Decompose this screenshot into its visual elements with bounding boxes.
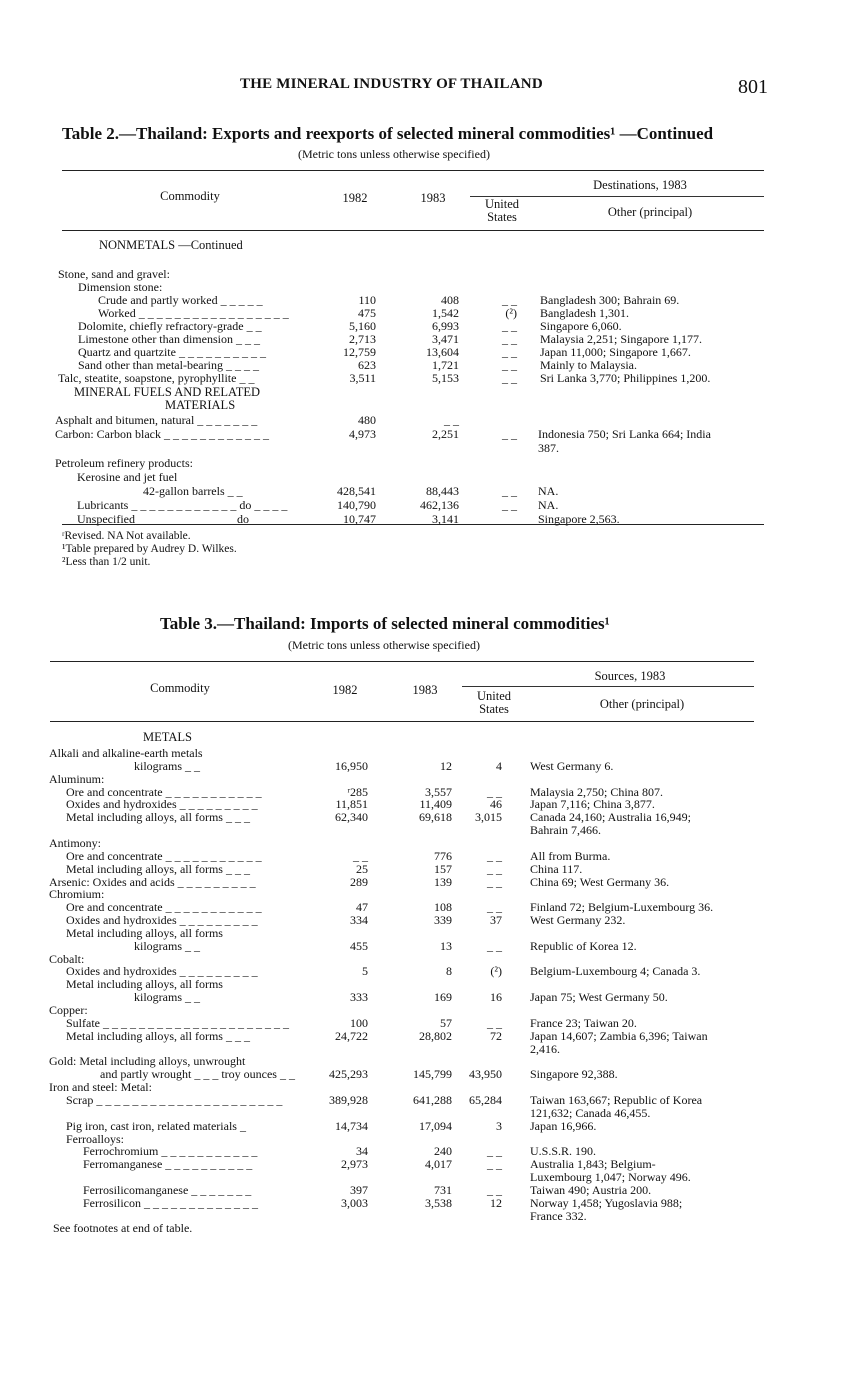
table2-header-other: Other (principal) — [607, 205, 693, 219]
row-commodity: Sulfate _ _ _ _ _ _ _ _ _ _ _ _ _ _ _ _ _ _ _ _ _ — [66, 1015, 289, 1030]
row-value-1982: 16,950 — [335, 758, 368, 773]
row-value-1983: 13 — [440, 938, 452, 953]
table-row — [0, 485, 860, 499]
row-value-1982: ʳ285 — [347, 784, 368, 799]
row-commodity: Cobalt: — [49, 951, 85, 966]
table-row — [0, 513, 860, 527]
row-commodity: 42-gallon barrels _ _ — [143, 484, 243, 498]
row-value-us: _ _ — [487, 861, 502, 876]
row-other-principal: 121,632; Canada 46,455. — [530, 1105, 651, 1120]
row-value-1982: 289 — [350, 874, 368, 889]
row-other-principal: NA. — [538, 484, 559, 498]
row-other-principal: Singapore 2,563. — [538, 512, 620, 527]
row-other-principal: Singapore 92,388. — [530, 1067, 618, 1082]
table-row — [0, 428, 860, 442]
row-commodity: Antimony: — [49, 835, 102, 850]
row-other-principal: Taiwan 163,667; Republic of Korea — [530, 1092, 703, 1107]
row-value-1982: 428,541 — [337, 484, 376, 498]
row-value-1982: 5,160 — [349, 319, 376, 333]
row-value-1983: 776 — [434, 848, 452, 863]
row-value-1982: 14,734 — [335, 1118, 368, 1133]
row-value-1983: 3,141 — [432, 512, 459, 527]
row-other-principal: West Germany 6. — [530, 758, 614, 773]
page-number: 801 — [738, 76, 768, 98]
row-other-principal: Japan 16,966. — [530, 1118, 597, 1133]
row-other-principal: Sri Lanka 3,770; Philippines 1,200. — [540, 371, 711, 385]
table3-section-metals: METALS — [143, 730, 192, 744]
row-value-1983: 145,799 — [413, 1067, 452, 1082]
row-value-1983: 1,721 — [432, 358, 459, 372]
row-other-principal: Mainly to Malaysia. — [540, 358, 637, 372]
row-value-us: _ _ — [502, 293, 517, 307]
table2-header-1982: 1982 — [342, 191, 368, 205]
row-commodity: Aluminum: — [49, 771, 105, 786]
row-value-1983: 157 — [434, 861, 452, 876]
row-value-1982: 10,747 — [343, 512, 376, 527]
row-other-principal: Belgium-Luxembourg 4; Canada 3. — [530, 964, 701, 979]
row-other-principal: Republic of Korea 12. — [530, 938, 637, 953]
row-value-1982: 24,722 — [335, 1028, 368, 1043]
row-other-principal: Taiwan 490; Austria 200. — [530, 1182, 652, 1197]
row-commodity: Oxides and hydroxides _ _ _ _ _ _ _ _ _ — [66, 797, 258, 812]
row-commodity: kilograms _ _ — [134, 938, 200, 953]
row-other-principal: Japan 75; West Germany 50. — [530, 990, 668, 1005]
row-commodity: Scrap _ _ _ _ _ _ _ _ _ _ _ _ _ _ _ _ _ _ _ _ _ — [66, 1092, 283, 1107]
row-value-1983: 139 — [434, 874, 452, 889]
row-value-1982: 2,713 — [349, 332, 376, 346]
row-commodity: Ferroalloys: — [66, 1131, 124, 1146]
row-value-1983: 3,538 — [425, 1195, 452, 1210]
row-commodity: Petroleum refinery products: — [55, 455, 193, 470]
row-value-us: _ _ — [487, 848, 502, 863]
table2-bottom-rule — [62, 524, 764, 525]
row-value-1982: 34 — [356, 1144, 368, 1159]
row-other-principal: Luxembourg 1,047; Norway 496. — [530, 1170, 691, 1185]
row-value-us: _ _ — [487, 900, 502, 915]
table2-subtitle: (Metric tons unless otherwise specified) — [298, 147, 490, 161]
row-value-1982: 334 — [350, 913, 368, 928]
table3-sources-rule — [462, 686, 754, 687]
row-value-1983: 11,409 — [419, 797, 452, 812]
table3-footnote: See footnotes at end of table. — [53, 1221, 193, 1235]
row-commodity: Stone, sand and gravel: — [58, 267, 170, 281]
row-other-principal: Finland 72; Belgium-Luxembourg 36. — [530, 900, 714, 915]
row-commodity: Metal including alloys, all forms _ _ _ — [66, 810, 250, 825]
row-other-principal: Bahrain 7,466. — [530, 823, 601, 838]
row-value-us: 46 — [490, 797, 502, 812]
table2-header-destinations: Destinations, 1983 — [593, 178, 687, 192]
row-commodity: Crude and partly worked _ _ _ _ _ — [98, 293, 263, 307]
row-commodity: Chromium: — [49, 887, 105, 902]
table2-header-rule — [62, 230, 764, 231]
row-commodity: Arsenic: Oxides and acids _ _ _ _ _ _ _ _ _ — [49, 874, 256, 889]
row-value-1982: _ _ — [353, 848, 368, 863]
row-value-us: 4 — [496, 758, 502, 773]
row-other-principal: France 23; Taiwan 20. — [530, 1015, 637, 1030]
row-value-1982: 389,928 — [329, 1092, 368, 1107]
row-other-principal: Japan 14,607; Zambia 6,396; Taiwan — [530, 1028, 708, 1043]
table2-section-fuels-line2: MATERIALS — [165, 398, 236, 412]
row-other-principal: Bangladesh 300; Bahrain 69. — [540, 293, 680, 307]
table2-footnote-revised: ʳRevised. NA Not available. — [62, 530, 191, 542]
table-row — [0, 414, 860, 428]
row-value-us: _ _ — [502, 484, 517, 498]
row-commodity: Oxides and hydroxides _ _ _ _ _ _ _ _ _ — [66, 913, 258, 928]
row-value-1982: 475 — [358, 306, 376, 320]
row-other-principal: 387. — [538, 441, 559, 456]
row-value-1982: 3,511 — [349, 371, 376, 385]
row-value-1982: 425,293 — [329, 1067, 368, 1082]
row-other-principal: Indonesia 750; Sri Lanka 664; India — [538, 427, 711, 442]
row-commodity: Ferrosilicon _ _ _ _ _ _ _ _ _ _ _ _ _ — [83, 1195, 258, 1210]
row-value-1983: 69,618 — [419, 810, 452, 825]
row-value-us: _ _ — [502, 319, 517, 333]
row-value-1982: 140,790 — [337, 498, 376, 513]
row-value-1983: 3,471 — [432, 332, 459, 346]
row-other-principal: West Germany 232. — [530, 913, 626, 928]
row-value-1983: 108 — [434, 900, 452, 915]
row-value-1983: 17,094 — [419, 1118, 452, 1133]
row-commodity: and partly wrought _ _ _ troy ounces _ _ — [100, 1067, 295, 1082]
row-value-1983: 28,802 — [419, 1028, 452, 1043]
row-value-us: _ _ — [502, 358, 517, 372]
row-commodity: Gold: Metal including alloys, unwrought — [49, 1054, 246, 1069]
row-commodity: Dolomite, chiefly refractory-grade _ _ — [78, 319, 262, 333]
row-value-1982: 47 — [356, 900, 368, 915]
row-commodity: Metal including alloys, all forms — [66, 925, 223, 940]
row-commodity: Ferromanganese _ _ _ _ _ _ _ _ _ _ — [83, 1157, 253, 1172]
row-other-principal: Japan 7,116; China 3,877. — [530, 797, 655, 812]
row-commodity: Iron and steel: Metal: — [49, 1080, 152, 1095]
row-commodity: Carbon: Carbon black _ _ _ _ _ _ _ _ _ _ _ _ — [55, 427, 269, 442]
table2-section-fuels-line1: MINERAL FUELS AND RELATED — [74, 385, 260, 399]
row-commodity: Alkali and alkaline-earth metals — [49, 746, 203, 760]
row-value-1982: 623 — [358, 358, 376, 372]
row-value-1983: 6,993 — [432, 319, 459, 333]
row-value-1983: 13,604 — [426, 345, 459, 359]
row-value-us: 12 — [490, 1195, 502, 1210]
row-value-1983: 57 — [440, 1015, 452, 1030]
row-value-1983: 12 — [440, 758, 452, 773]
row-value-1983: 5,153 — [432, 371, 459, 385]
row-value-1983: 240 — [434, 1144, 452, 1159]
row-value-us: 3 — [496, 1118, 502, 1133]
row-value-us: 16 — [490, 990, 502, 1005]
row-commodity: Asphalt and bitumen, natural _ _ _ _ _ _ _ — [55, 413, 258, 427]
row-commodity: Pig iron, cast iron, related materials _ — [66, 1118, 246, 1133]
row-value-1983: 3,557 — [425, 784, 452, 799]
row-value-1982: 12,759 — [343, 345, 376, 359]
row-other-principal: NA. — [538, 498, 559, 513]
table3-header-us: United States — [476, 689, 512, 716]
row-value-1983: 339 — [434, 913, 452, 928]
row-value-us: _ _ — [487, 1015, 502, 1030]
row-value-us: _ _ — [502, 427, 517, 442]
row-commodity: Ore and concentrate _ _ _ _ _ _ _ _ _ _ _ — [66, 848, 262, 863]
table3-title: Table 3.—Thailand: Imports of selected mineral commodities¹ — [160, 614, 610, 633]
table3-header-other: Other (principal) — [599, 697, 685, 711]
row-value-1983: 641,288 — [413, 1092, 452, 1107]
row-value-us: _ _ — [487, 874, 502, 889]
row-value-1982: 5 — [362, 964, 368, 979]
row-value-1982: 3,003 — [341, 1195, 368, 1210]
row-other-principal: All from Burma. — [530, 848, 611, 863]
row-value-1982: 110 — [358, 293, 376, 307]
table2-title: Table 2.—Thailand: Exports and reexports of selected mineral commodities¹ —Continued — [62, 124, 714, 143]
row-commodity: Ferrosilicomanganese _ _ _ _ _ _ _ — [83, 1182, 252, 1197]
row-value-us: 43,950 — [469, 1067, 502, 1082]
table3-header-commodity: Commodity — [150, 681, 210, 695]
row-commodity: kilograms _ _ — [134, 990, 200, 1005]
row-other-principal: Singapore 6,060. — [540, 319, 622, 333]
row-commodity: Lubricants _ _ _ _ _ _ _ _ _ _ _ _ do _ _ _ _ — [77, 498, 288, 513]
row-value-us: _ _ — [487, 938, 502, 953]
row-commodity: Kerosine and jet fuel — [77, 469, 178, 484]
table3-header-sources: Sources, 1983 — [594, 669, 666, 683]
table2-header-1983: 1983 — [420, 191, 446, 205]
row-value-us: _ _ — [502, 332, 517, 346]
row-value-us: _ _ — [502, 512, 517, 527]
table-row — [0, 372, 860, 386]
row-value-1983: 462,136 — [420, 498, 459, 513]
row-commodity: Sand other than metal-bearing _ _ _ _ — [78, 358, 259, 372]
table3-top-rule — [50, 661, 754, 662]
row-value-us: 72 — [490, 1028, 502, 1043]
table-row — [0, 471, 860, 485]
row-commodity: Metal including alloys, all forms _ _ _ — [66, 1028, 250, 1043]
row-commodity: Worked _ _ _ _ _ _ _ _ _ _ _ _ _ _ _ _ _ — [98, 306, 289, 320]
table2-top-rule — [62, 170, 764, 171]
row-commodity: Talc, steatite, soapstone, pyrophyllite _ _ — [58, 371, 255, 385]
row-commodity: Unspecified _ _ _ _ _ _ _ _ _ _ _ do _ _ _ _ — [77, 512, 285, 527]
row-value-1983: 88,443 — [426, 484, 459, 498]
table-row — [0, 457, 860, 471]
row-other-principal: China 117. — [530, 861, 583, 876]
row-other-principal: Norway 1,458; Yugoslavia 988; — [530, 1195, 683, 1210]
row-value-us: 37 — [490, 913, 502, 928]
row-commodity: Metal including alloys, all forms — [66, 977, 223, 992]
table3-header-1983: 1983 — [412, 683, 438, 697]
row-value-1983: 4,017 — [425, 1157, 452, 1172]
row-other-principal: France 332. — [530, 1208, 587, 1223]
row-value-1983: 169 — [434, 990, 452, 1005]
row-value-1982: 455 — [350, 938, 368, 953]
table-row — [0, 499, 860, 513]
row-value-us: _ _ — [502, 345, 517, 359]
table3-subtitle: (Metric tons unless otherwise specified) — [288, 638, 480, 652]
running-head: THE MINERAL INDUSTRY OF THAILAND — [240, 76, 543, 92]
row-commodity: Metal including alloys, all forms _ _ _ — [66, 861, 250, 876]
row-commodity: kilograms _ _ — [134, 758, 200, 773]
table-row — [0, 442, 860, 456]
row-value-us: (²) — [505, 306, 517, 320]
row-value-1982: 397 — [350, 1182, 368, 1197]
table2-header-us: United States — [484, 197, 520, 224]
table2-footnote-prepared: ¹Table prepared by Audrey D. Wilkes. — [62, 543, 237, 555]
table2-section-nonmetals: NONMETALS —Continued — [99, 238, 243, 252]
row-value-us: 3,015 — [475, 810, 502, 825]
row-commodity: Ore and concentrate _ _ _ _ _ _ _ _ _ _ _ — [66, 900, 262, 915]
row-value-1982: 11,851 — [335, 797, 368, 812]
row-value-us: (²) — [490, 964, 502, 979]
row-value-1983: 731 — [434, 1182, 452, 1197]
row-other-principal: 2,416. — [530, 1041, 560, 1056]
row-value-1982: 4,973 — [349, 427, 376, 442]
row-other-principal: Malaysia 2,750; China 807. — [530, 784, 663, 799]
row-other-principal: Australia 1,843; Belgium- — [530, 1157, 656, 1172]
row-value-us: 65,284 — [469, 1092, 502, 1107]
row-commodity: Quartz and quartzite _ _ _ _ _ _ _ _ _ _ — [78, 345, 266, 359]
row-value-us: _ _ — [487, 784, 502, 799]
row-other-principal: China 69; West Germany 36. — [530, 874, 670, 889]
row-value-us: _ _ — [502, 371, 517, 385]
row-commodity: Limestone other than dimension _ _ _ — [78, 332, 260, 346]
row-value-1982: 333 — [350, 990, 368, 1005]
row-other-principal: Japan 11,000; Singapore 1,667. — [540, 345, 691, 359]
row-other-principal: Canada 24,160; Australia 16,949; — [530, 810, 691, 825]
row-value-1982: 25 — [356, 861, 368, 876]
row-value-1983: 8 — [446, 964, 452, 979]
table2-header-commodity: Commodity — [160, 189, 220, 203]
row-commodity: Oxides and hydroxides _ _ _ _ _ _ _ _ _ — [66, 964, 258, 979]
row-commodity: Copper: — [49, 1003, 88, 1017]
row-value-1982: 62,340 — [335, 810, 368, 825]
row-value-1983: 1,542 — [432, 306, 459, 320]
row-value-1983: 408 — [441, 293, 459, 307]
row-other-principal: Malaysia 2,251; Singapore 1,177. — [540, 332, 702, 346]
table3-header-rule — [50, 721, 754, 722]
row-value-1982: 100 — [350, 1015, 368, 1030]
table3-header-1982: 1982 — [332, 683, 358, 697]
row-commodity: Ferrochromium _ _ _ _ _ _ _ _ _ _ _ — [83, 1144, 258, 1159]
row-value-1983: _ _ — [444, 413, 459, 427]
row-commodity: Dimension stone: — [78, 280, 163, 294]
row-value-1982: 480 — [358, 413, 376, 427]
row-value-us: _ _ — [502, 498, 517, 513]
row-commodity: Ore and concentrate _ _ _ _ _ _ _ _ _ _ _ — [66, 784, 262, 799]
row-value-us: _ _ — [487, 1182, 502, 1197]
row-value-us: _ _ — [487, 1144, 502, 1159]
row-value-1983: 2,251 — [432, 427, 459, 442]
row-value-1982: 2,973 — [341, 1157, 368, 1172]
row-other-principal: U.S.S.R. 190. — [530, 1144, 597, 1159]
row-value-us: _ _ — [487, 1157, 502, 1172]
table2-footnote-less-than: ²Less than 1/2 unit. — [62, 556, 151, 568]
row-other-principal: Bangladesh 1,301. — [540, 306, 629, 320]
